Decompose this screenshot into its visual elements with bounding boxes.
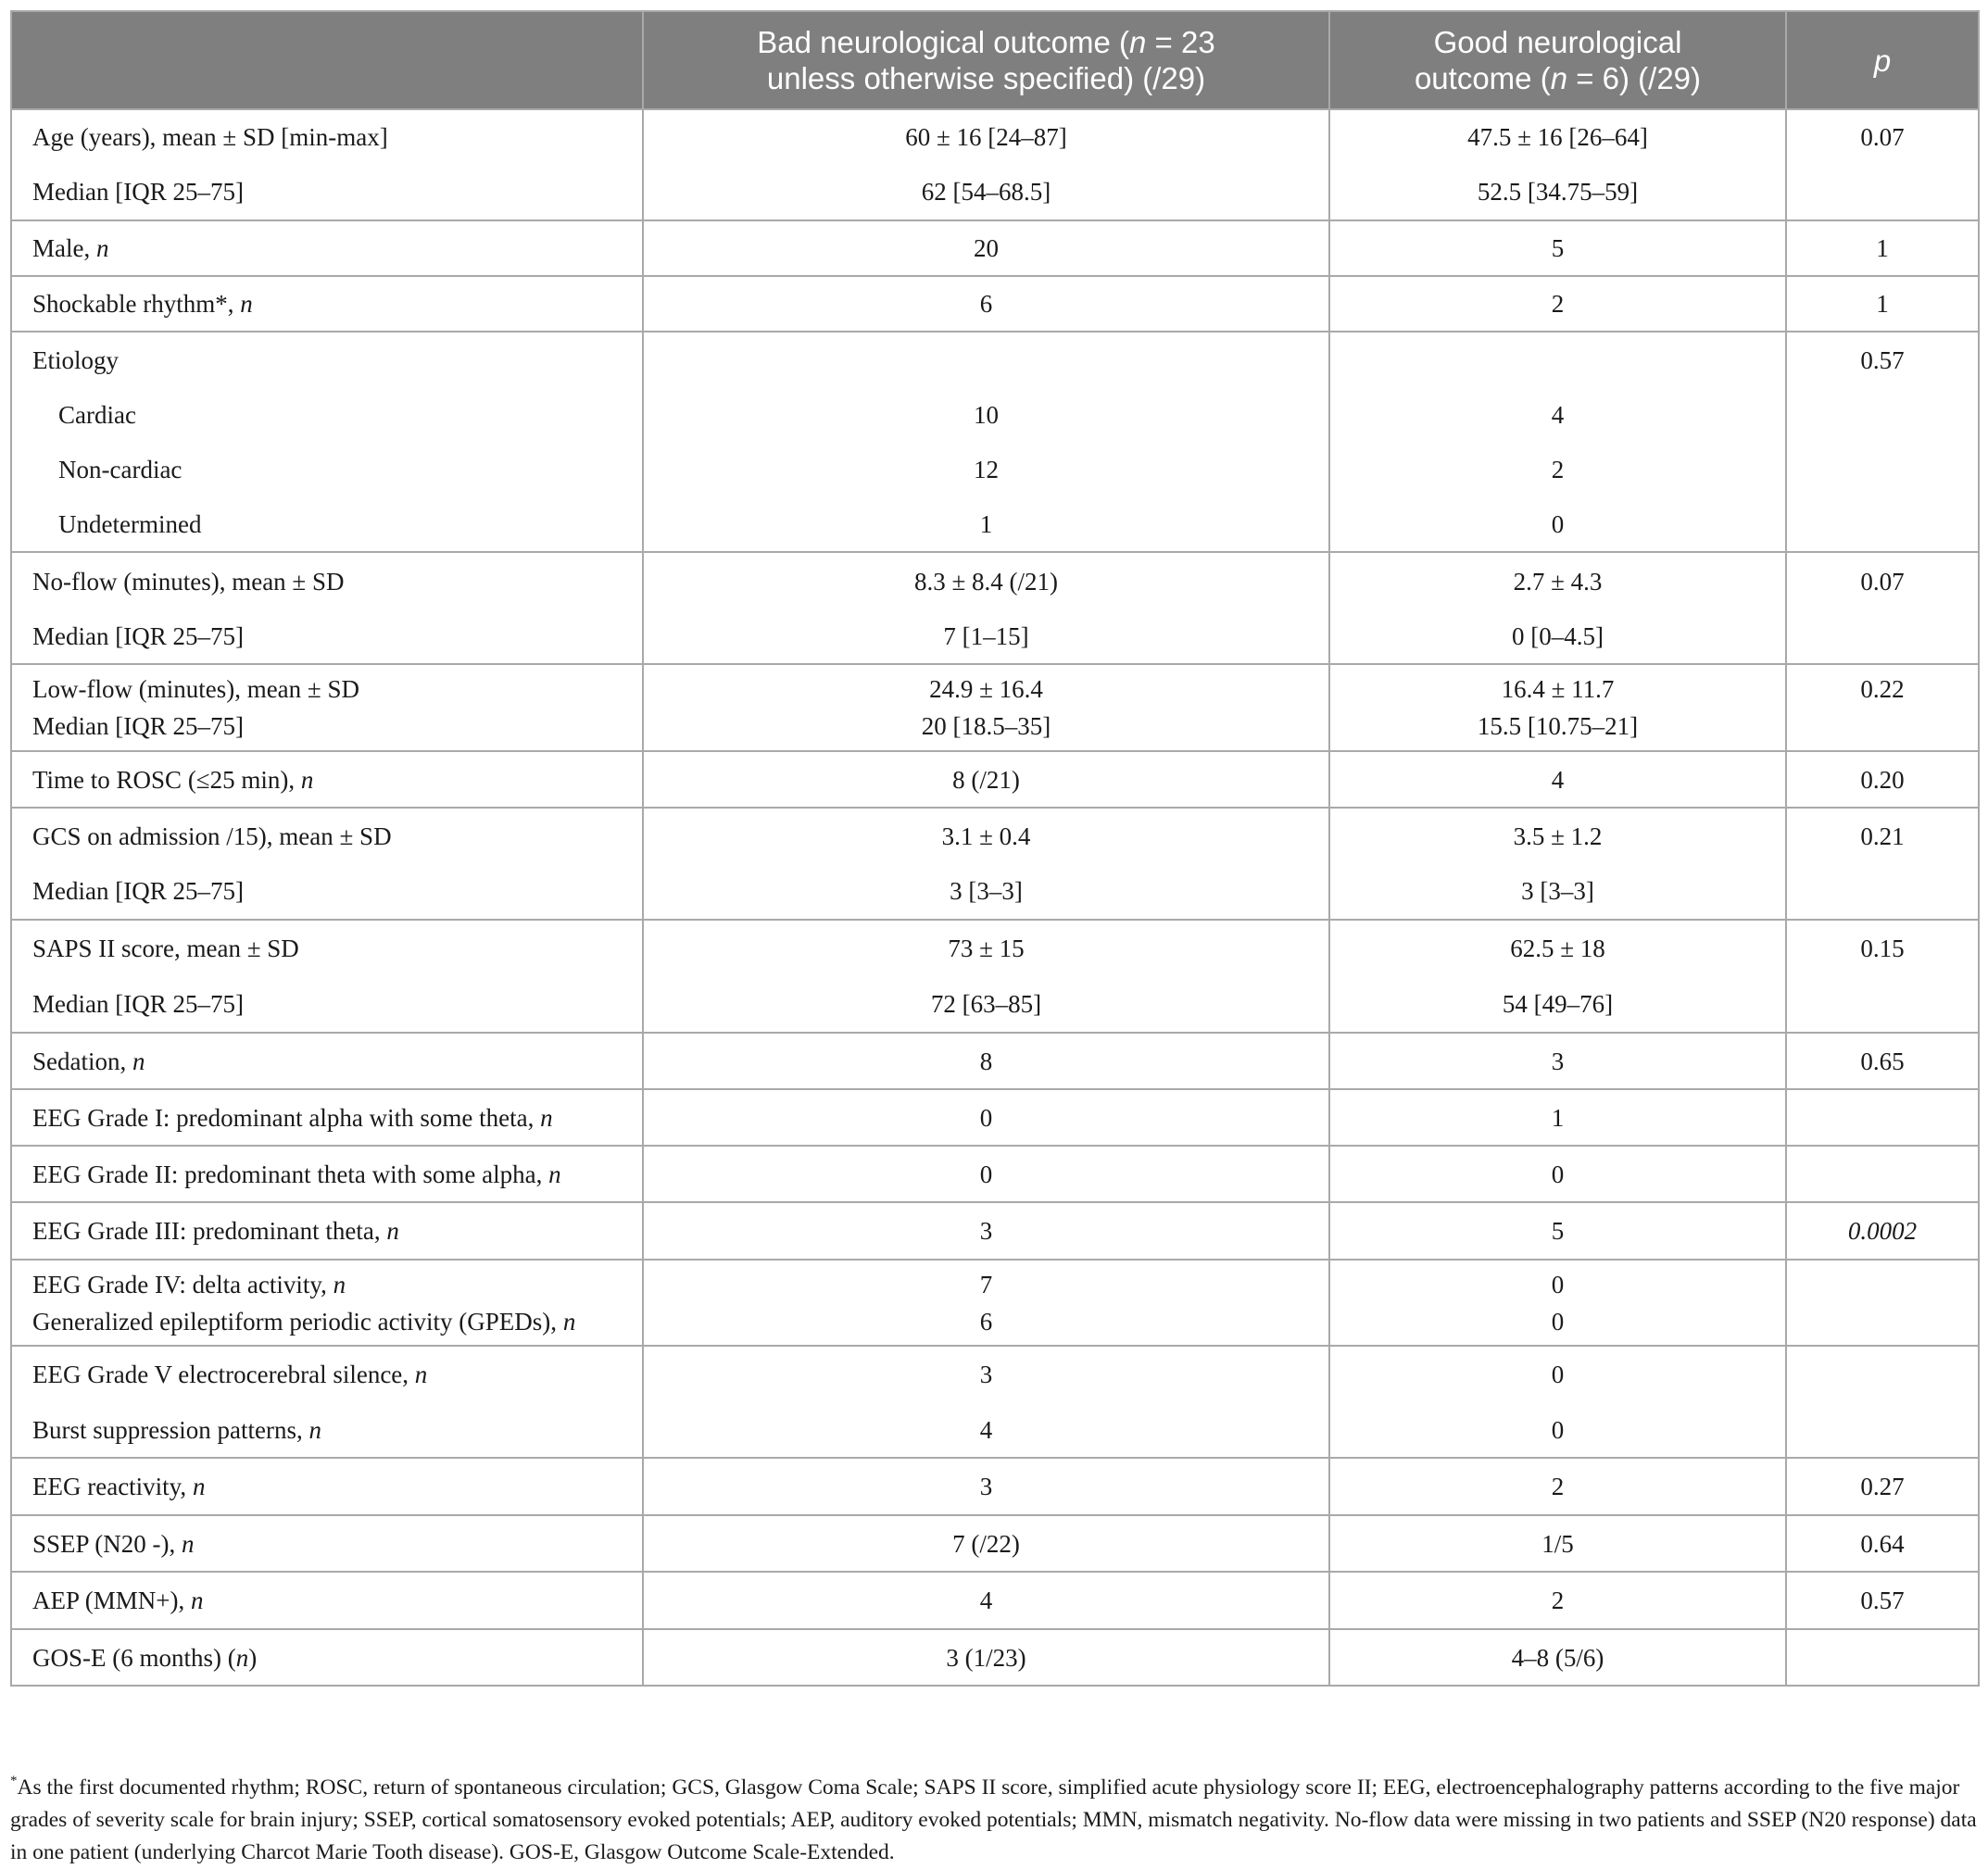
bad-outcome-value <box>643 552 1329 609</box>
bad-outcome-text: 60 ± 16 [24–87] <box>905 123 1067 151</box>
row-label-n: n <box>192 1473 206 1500</box>
row-label-cell <box>11 164 643 220</box>
row-label-text-2: Generalized epileptiform periodic activity (GPEDs), <box>32 1307 563 1336</box>
bad-outcome-value <box>643 1515 1329 1572</box>
good-outcome-text: 3 <box>1551 1047 1565 1075</box>
bad-outcome-text: 20 <box>974 234 999 262</box>
bad-outcome-value <box>643 276 1329 332</box>
bad-outcome-value <box>643 1033 1329 1089</box>
p-value <box>1786 920 1979 976</box>
row-label-cell <box>11 664 643 751</box>
p-value-text: 0.64 <box>1860 1529 1905 1558</box>
row-label-cell <box>11 1260 643 1346</box>
bad-outcome-line1: 24.9 ± 16.4 <box>929 675 1043 703</box>
good-outcome-value <box>1329 496 1786 552</box>
bad-outcome-text: 62 [54–68.5] <box>921 178 1051 206</box>
bad-outcome-value <box>643 332 1329 387</box>
table-row <box>11 1572 1979 1629</box>
row-label-n: n <box>386 1217 399 1245</box>
row-label-cell <box>11 1033 643 1089</box>
bad-outcome-value <box>643 920 1329 976</box>
good-outcome-text: 2 <box>1551 1587 1565 1614</box>
table-row <box>11 1458 1979 1515</box>
p-value <box>1786 109 1979 164</box>
table-row <box>11 332 1979 387</box>
row-label-cell <box>11 1515 643 1572</box>
table-row <box>11 387 1979 442</box>
row-label-text: Sedation, <box>32 1047 132 1075</box>
bad-outcome-text: 3.1 ± 0.4 <box>941 822 1031 850</box>
good-outcome-value <box>1329 276 1786 332</box>
table-row <box>11 496 1979 552</box>
bad-outcome-value <box>643 164 1329 220</box>
row-label-cell <box>11 496 643 552</box>
row-label-cell <box>11 442 643 496</box>
header-p-value: p <box>1786 11 1979 109</box>
bad-outcome-text: 3 [3–3] <box>950 877 1023 905</box>
good-outcome-value <box>1329 1146 1786 1202</box>
header-bad-line2: unless otherwise specified) (/29) <box>766 61 1206 95</box>
row-label-text: GOS-E (6 months) ( <box>32 1643 236 1672</box>
good-outcome-value <box>1329 109 1786 164</box>
row-label-cell <box>11 220 643 276</box>
p-value <box>1786 332 1979 387</box>
good-outcome-value <box>1329 387 1786 442</box>
bad-outcome-value <box>643 1629 1329 1686</box>
bad-outcome-text: 4 <box>979 1587 993 1614</box>
table-row <box>11 1629 1979 1686</box>
row-label-text: EEG Grade II: predominant theta with some alpha, <box>32 1160 549 1188</box>
good-outcome-text: 2 <box>1551 455 1565 483</box>
table-row <box>11 976 1979 1033</box>
p-value-text: 0.0002 <box>1847 1217 1918 1245</box>
bad-outcome-text: 4 <box>979 1415 993 1444</box>
bad-outcome-text: 7 [1–15] <box>943 622 1029 650</box>
bad-outcome-value <box>643 863 1329 920</box>
table-body <box>11 109 1979 1686</box>
p-value-text: 0.57 <box>1860 1587 1905 1614</box>
row-label-cell <box>11 276 643 332</box>
bad-outcome-value <box>643 808 1329 863</box>
bad-outcome-value <box>643 1572 1329 1629</box>
row-label-cell <box>11 920 643 976</box>
row-label-cell <box>11 808 643 863</box>
good-outcome-text: 47.5 ± 16 [26–64] <box>1467 123 1648 151</box>
p-value-text <box>1794 1266 1970 1303</box>
row-label-text: Median [IQR 25–75] <box>32 622 244 650</box>
bad-outcome-value <box>643 496 1329 552</box>
row-label-cell <box>11 552 643 609</box>
bad-outcome-line2: 20 [18.5–35] <box>921 712 1051 740</box>
bad-outcome-text: 0 <box>979 1160 993 1188</box>
p-value <box>1786 1629 1979 1686</box>
p-value-text: 0.15 <box>1860 934 1905 962</box>
good-outcome-text: 62.5 ± 18 <box>1510 934 1605 962</box>
row-label-cell <box>11 1629 643 1686</box>
good-outcome-text: 0 <box>1551 509 1565 538</box>
row-label-n: n <box>235 1643 249 1672</box>
row-label-line2 <box>32 1303 622 1340</box>
p-value <box>1786 1572 1979 1629</box>
row-label-n: n <box>548 1160 561 1188</box>
row-label-text: Burst suppression patterns, <box>32 1415 309 1444</box>
bad-outcome-text: 3 <box>979 1473 993 1500</box>
good-outcome-text: 4–8 (5/6) <box>1511 1643 1604 1672</box>
good-outcome-value <box>1329 1089 1786 1146</box>
table-row <box>11 808 1979 863</box>
good-outcome-line2: 15.5 [10.75–21] <box>1477 712 1639 740</box>
bad-outcome-value <box>643 1402 1329 1458</box>
bad-outcome-text: 6 <box>979 290 993 318</box>
good-outcome-text: 0 <box>1551 1415 1565 1444</box>
row-label-text: Shockable rhythm*, <box>32 290 241 318</box>
p-value <box>1786 387 1979 442</box>
good-outcome-text: 4 <box>1551 400 1565 429</box>
good-outcome-text: 4 <box>1551 765 1565 794</box>
row-label-text: Median [IQR 25–75] <box>32 178 244 206</box>
row-label-text: Age (years), mean ± SD [min-max] <box>32 123 388 151</box>
row-label-text: Male, <box>32 234 96 262</box>
row-label-text: EEG Grade V electrocerebral silence, <box>32 1361 415 1388</box>
good-outcome-value <box>1329 664 1786 751</box>
good-outcome-text: 3 [3–3] <box>1521 877 1594 905</box>
p-value-text: 1 <box>1876 290 1889 318</box>
header-good-line1: Good neurological <box>1433 25 1682 59</box>
good-outcome-text: 1 <box>1551 1103 1565 1132</box>
row-label-tail: ) <box>248 1643 258 1672</box>
p-value <box>1786 1033 1979 1089</box>
bad-outcome-value <box>643 1260 1329 1346</box>
bad-outcome-line1: 7 <box>979 1270 993 1298</box>
good-outcome-text: 0 [0–4.5] <box>1512 622 1604 650</box>
bad-outcome-text: 3 <box>979 1361 993 1388</box>
row-label-cell <box>11 1202 643 1260</box>
row-label-n: n <box>333 1270 346 1298</box>
p-value <box>1786 1146 1979 1202</box>
good-outcome-text: 54 [49–76] <box>1502 990 1614 1018</box>
good-outcome-value <box>1329 164 1786 220</box>
row-label-cell <box>11 863 643 920</box>
p-value <box>1786 751 1979 808</box>
good-outcome-value <box>1329 1629 1786 1686</box>
good-outcome-text: 52.5 [34.75–59] <box>1477 178 1639 206</box>
good-outcome-text: 5 <box>1551 234 1565 262</box>
bad-outcome-text: 12 <box>974 455 999 483</box>
row-label-n: n <box>300 765 314 794</box>
good-outcome-value <box>1329 976 1786 1033</box>
row-label-text: No-flow (minutes), mean ± SD <box>32 567 345 596</box>
good-outcome-value <box>1329 1260 1786 1346</box>
table-footnote: *As the first documented rhythm; ROSC, return of spontaneous circulation; GCS, Glasgow Coma Scale; SAPS II score, simplified acute physiology score II; EEG, electroencephalography patterns according to the five major grades of severity scale for brain injury; SSEP, cortical somatosensory evoked potentials; AEP, auditory evoked potentials; MMN, mismatch negativity. No-flow data were missing in two patients and SSEP (N20 response) data in one patient (underlying Charcot Marie Tooth disease). GOS-E, Glasgow Outcome Scale-Extended. <box>10 1774 1977 1864</box>
good-outcome-value <box>1329 1202 1786 1260</box>
row-label-text: Undetermined <box>58 509 202 538</box>
row-label-text-2: Median [IQR 25–75] <box>32 712 244 740</box>
p-value-text: 0.27 <box>1860 1473 1905 1500</box>
row-label-text: Time to ROSC (≤25 min), <box>32 765 301 794</box>
header-good-outcome <box>1329 11 1786 109</box>
good-outcome-value <box>1329 920 1786 976</box>
p-value <box>1786 552 1979 609</box>
row-label-cell <box>11 109 643 164</box>
good-outcome-value <box>1329 1458 1786 1515</box>
p-value-spacer <box>1794 708 1970 745</box>
row-label-text: AEP (MMN+), <box>32 1587 191 1614</box>
header-bad-outcome <box>643 11 1329 109</box>
bad-outcome-text: 1 <box>979 509 993 538</box>
bad-outcome-value <box>643 1458 1329 1515</box>
p-value <box>1786 276 1979 332</box>
bad-outcome-text: 73 ± 15 <box>948 934 1025 962</box>
bad-outcome-text: 3 (1/23) <box>946 1643 1026 1672</box>
row-label-text: EEG Grade IV: delta activity, <box>32 1270 333 1298</box>
row-label-n: n <box>240 290 253 318</box>
row-label-cell <box>11 1402 643 1458</box>
table-row <box>11 920 1979 976</box>
p-value <box>1786 442 1979 496</box>
row-label-cell <box>11 1458 643 1515</box>
bad-outcome-value <box>643 751 1329 808</box>
row-label-cell <box>11 1089 643 1146</box>
row-label-cell <box>11 751 643 808</box>
row-label-n: n <box>132 1047 145 1075</box>
bad-outcome-value <box>643 109 1329 164</box>
good-outcome-text: 2.7 ± 4.3 <box>1513 567 1603 596</box>
bad-outcome-text: 8 (/21) <box>952 765 1020 794</box>
good-outcome-text: 2 <box>1551 1473 1565 1500</box>
row-label-text: Low-flow (minutes), mean ± SD <box>32 675 360 703</box>
p-value <box>1786 808 1979 863</box>
row-label-text: EEG Grade I: predominant alpha with some theta, <box>32 1103 541 1132</box>
bad-outcome-text: 72 [63–85] <box>930 990 1042 1018</box>
bad-outcome-text: 10 <box>974 400 999 429</box>
p-value <box>1786 976 1979 1033</box>
table-container <box>10 10 1978 1687</box>
good-outcome-value <box>1329 863 1786 920</box>
header-bad-line1: Bad neurological outcome (n = 23 <box>757 25 1215 59</box>
p-value <box>1786 1402 1979 1458</box>
good-outcome-value <box>1329 1402 1786 1458</box>
good-outcome-value <box>1329 751 1786 808</box>
bad-outcome-value <box>643 387 1329 442</box>
bad-outcome-value <box>643 976 1329 1033</box>
table-row <box>11 552 1979 609</box>
row-label-text: SSEP (N20 -), <box>32 1529 182 1558</box>
table-row <box>11 863 1979 920</box>
p-value-spacer <box>1794 1303 1970 1340</box>
bad-outcome-text: 3 <box>979 1217 993 1245</box>
row-label-line2 <box>32 708 622 745</box>
p-value <box>1786 496 1979 552</box>
p-value <box>1786 1089 1979 1146</box>
p-value-text: 0.20 <box>1860 765 1905 794</box>
good-outcome-value <box>1329 552 1786 609</box>
table-row <box>11 442 1979 496</box>
row-label-cell <box>11 976 643 1033</box>
row-label-cell <box>11 609 643 664</box>
table-row <box>11 1515 1979 1572</box>
table-row <box>11 751 1979 808</box>
row-label-cell <box>11 332 643 387</box>
row-label-cell <box>11 1346 643 1402</box>
bad-outcome-text: 7 (/22) <box>952 1529 1020 1558</box>
table-row <box>11 1089 1979 1146</box>
p-value <box>1786 664 1979 751</box>
row-label-line1 <box>32 671 622 708</box>
good-outcome-value <box>1329 220 1786 276</box>
good-outcome-line2: 0 <box>1551 1307 1565 1336</box>
p-value <box>1786 164 1979 220</box>
bad-outcome-value <box>643 1346 1329 1402</box>
bad-outcome-value <box>643 1202 1329 1260</box>
p-value <box>1786 1515 1979 1572</box>
bad-outcome-text: 8 <box>979 1047 993 1075</box>
row-label-n: n <box>414 1361 428 1388</box>
table-row <box>11 1033 1979 1089</box>
p-value-text: 1 <box>1876 234 1889 262</box>
good-outcome-text: 0 <box>1551 1160 1565 1188</box>
bad-outcome-value <box>643 609 1329 664</box>
good-outcome-text: 2 <box>1551 290 1565 318</box>
outcome-table <box>10 10 1980 1687</box>
table-row <box>11 220 1979 276</box>
row-label-n: n <box>308 1415 321 1444</box>
header-good-line2: outcome (n = 6) (/29) <box>1414 61 1702 95</box>
row-label-text: SAPS II score, mean ± SD <box>32 934 299 962</box>
row-label-n: n <box>95 234 109 262</box>
bad-outcome-line2: 6 <box>979 1307 993 1336</box>
bad-outcome-value <box>643 220 1329 276</box>
row-label-text: EEG reactivity, <box>32 1473 193 1500</box>
good-outcome-value <box>1329 1033 1786 1089</box>
p-value <box>1786 863 1979 920</box>
good-outcome-value <box>1329 1572 1786 1629</box>
p-value-text: 0.57 <box>1860 345 1905 374</box>
good-outcome-value <box>1329 609 1786 664</box>
row-label-text: Cardiac <box>58 400 136 429</box>
p-value-text: 0.21 <box>1860 822 1905 850</box>
bad-outcome-value <box>643 1089 1329 1146</box>
row-label-n: n <box>182 1529 195 1558</box>
row-label-text: GCS on admission /15), mean ± SD <box>32 822 392 850</box>
row-label-text: EEG Grade III: predominant theta, <box>32 1217 387 1245</box>
table-row <box>11 1202 1979 1260</box>
table-row <box>11 1402 1979 1458</box>
good-outcome-text: 1/5 <box>1541 1529 1574 1558</box>
table-row <box>11 109 1979 164</box>
table-row <box>11 1346 1979 1402</box>
table-row <box>11 276 1979 332</box>
row-label-n: n <box>190 1587 204 1614</box>
good-outcome-text: 3.5 ± 1.2 <box>1513 822 1603 850</box>
bad-outcome-value <box>643 442 1329 496</box>
row-label-text: Median [IQR 25–75] <box>32 877 244 905</box>
row-label-cell <box>11 1572 643 1629</box>
table-row <box>11 609 1979 664</box>
good-outcome-value <box>1329 1346 1786 1402</box>
row-label-cell <box>11 1146 643 1202</box>
good-outcome-value <box>1329 332 1786 387</box>
table-row <box>11 664 1979 751</box>
header-row <box>11 11 1979 109</box>
table-row <box>11 164 1979 220</box>
p-value-text: 0.07 <box>1860 123 1905 151</box>
p-value <box>1786 220 1979 276</box>
good-outcome-value <box>1329 808 1786 863</box>
row-label-cell <box>11 387 643 442</box>
p-value <box>1786 609 1979 664</box>
good-outcome-text: 5 <box>1551 1217 1565 1245</box>
row-label-text: Non-cardiac <box>58 455 182 483</box>
bad-outcome-text: 8.3 ± 8.4 (/21) <box>913 567 1059 596</box>
good-outcome-line1: 16.4 ± 11.7 <box>1501 675 1615 703</box>
row-label-text: Median [IQR 25–75] <box>32 990 244 1018</box>
row-label-text: Etiology <box>32 345 119 374</box>
p-value-text: 0.22 <box>1860 675 1905 703</box>
good-outcome-value <box>1329 1515 1786 1572</box>
header-label-column <box>11 11 643 109</box>
row-label-n: n <box>540 1103 553 1132</box>
p-value-text: 0.07 <box>1860 567 1905 596</box>
p-value <box>1786 1458 1979 1515</box>
bad-outcome-value <box>643 664 1329 751</box>
table-row <box>11 1146 1979 1202</box>
row-label-n-2: n <box>562 1307 576 1336</box>
table-row <box>11 1260 1979 1346</box>
good-outcome-text: 0 <box>1551 1361 1565 1388</box>
bad-outcome-value <box>643 1146 1329 1202</box>
row-label-line1 <box>32 1266 622 1303</box>
good-outcome-value <box>1329 442 1786 496</box>
good-outcome-line1: 0 <box>1551 1270 1565 1298</box>
p-value <box>1786 1260 1979 1346</box>
p-value-text: 0.65 <box>1860 1047 1905 1075</box>
p-value <box>1786 1202 1979 1260</box>
p-value <box>1786 1346 1979 1402</box>
bad-outcome-text: 0 <box>979 1103 993 1132</box>
